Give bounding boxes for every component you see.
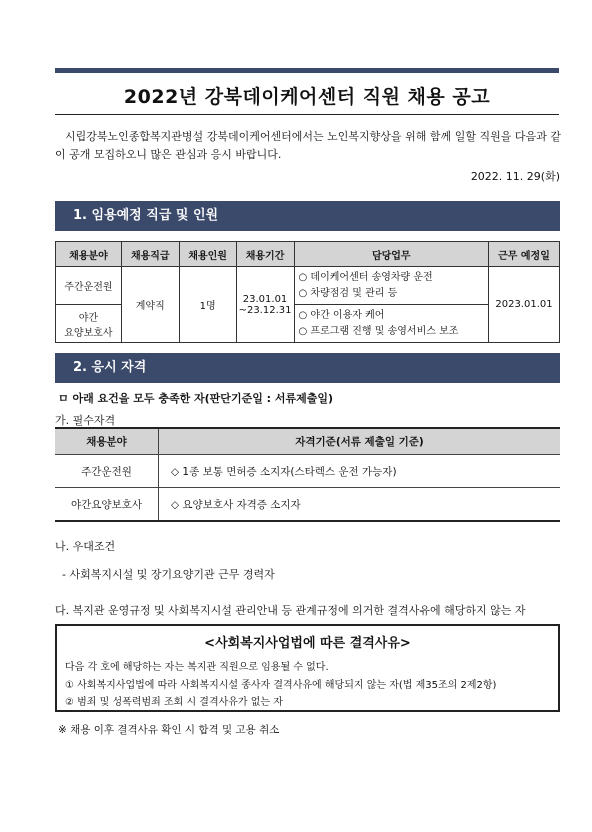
col-header-rank: 채용직급 — [121, 242, 179, 267]
qual-row-req: ◇ 요양보호사 자격증 소지자 — [159, 488, 561, 522]
section1-heading: 1. 임용예정 직급 및 인원 — [55, 201, 560, 231]
qual-col-criteria: 자격기준(서류 제출일 기준) — [159, 428, 561, 455]
field-night-line1: 야간 — [78, 312, 99, 324]
title-top-rule — [55, 68, 559, 73]
page-title: 2022년 강북데이케어센터 직원 채용 공고 — [123, 86, 491, 108]
col-header-start: 근무 예정일 — [489, 242, 560, 267]
disqualification-clause: 다. 복지관 운영규정 및 사회복지시설 관리안내 등 관계규정에 의거한 결격사유에 해당하지 않는 자 — [55, 604, 526, 617]
preferred-label: 나. 우대조건 — [55, 540, 116, 553]
positions-table — [55, 241, 560, 343]
duty-driver-line1: ○ 데이케어센터 송영차량 운전 — [298, 271, 433, 283]
qual-row-field: 야간요양보호사 — [55, 488, 159, 522]
announcement-date: 2022. 11. 29(화) — [470, 170, 560, 183]
period-start: 23.01.01 — [242, 293, 288, 305]
footnote: ※ 채용 이후 결격사유 확인 시 합격 및 고용 취소 — [58, 724, 280, 736]
duty-driver-line2: ○ 차량점검 및 관리 등 — [298, 287, 398, 299]
preferred-item: - 사회복지시설 및 장기요양기관 근무 경력자 — [62, 568, 275, 581]
required-qualifications-label: 가. 필수자격 — [55, 414, 116, 427]
col-header-field: 채용분야 — [56, 242, 122, 267]
qualifications-table — [55, 427, 560, 522]
duty-driver — [294, 267, 488, 305]
field-day-driver: 주간운전원 — [56, 267, 122, 305]
section2-heading: 2. 응시 자격 — [55, 353, 560, 383]
start-date-cell: 2023.01.01 — [489, 267, 560, 343]
disqualification-intro: 다음 각 호에 해당하는 자는 복지관 직원으로 임용될 수 없다. — [65, 662, 329, 673]
qual-col-field: 채용분야 — [55, 428, 159, 455]
field-night-caregiver — [56, 305, 122, 343]
disqualification-box-title: <사회복지사업법에 따른 결격사유> — [204, 636, 411, 651]
intro-paragraph: 시립강북노인종합복지관병설 강북데이케어센터에서는 노인복지향상을 위해 함께 일할 직원을 다음과 같이 공개 모집하오니 많은 관심과 응시 바랍니다. — [55, 130, 561, 161]
disqualification-box — [55, 624, 560, 712]
col-header-count: 채용인원 — [179, 242, 236, 267]
qual-row-req: ◇ 1종 보통 면허증 소지자(스타렉스 운전 가능자) — [159, 455, 561, 488]
duty-caregiver-line2: ○ 프로그램 진행 및 송영서비스 보조 — [298, 325, 459, 337]
rank-cell: 계약직 — [121, 267, 179, 343]
field-night-line2: 요양보호사 — [64, 327, 113, 339]
disqualification-item-2: ② 범죄 및 성폭력범죄 조회 시 결격사유가 없는 자 — [65, 697, 283, 708]
period-end: ~23.12.31 — [238, 304, 292, 316]
duty-caregiver-line1: ○ 야간 이용자 케어 — [298, 309, 385, 321]
qual-row-field: 주간운전원 — [55, 455, 159, 488]
disqualification-item-1: ① 사회복지사업법에 따라 사회복지시설 종사자 결격사유에 해당되지 않는 자(법 제35조의 2제2항) — [65, 680, 497, 691]
col-header-period: 채용기간 — [236, 242, 294, 267]
col-header-duty: 담당업무 — [294, 242, 488, 267]
count-cell: 1명 — [179, 267, 236, 343]
period-cell — [236, 267, 294, 343]
condition-statement: ㅁ 아래 요건을 모두 충족한 자(판단기준일 : 서류제출일) — [58, 392, 334, 405]
duty-caregiver — [294, 305, 488, 343]
title-bottom-rule — [55, 114, 559, 115]
